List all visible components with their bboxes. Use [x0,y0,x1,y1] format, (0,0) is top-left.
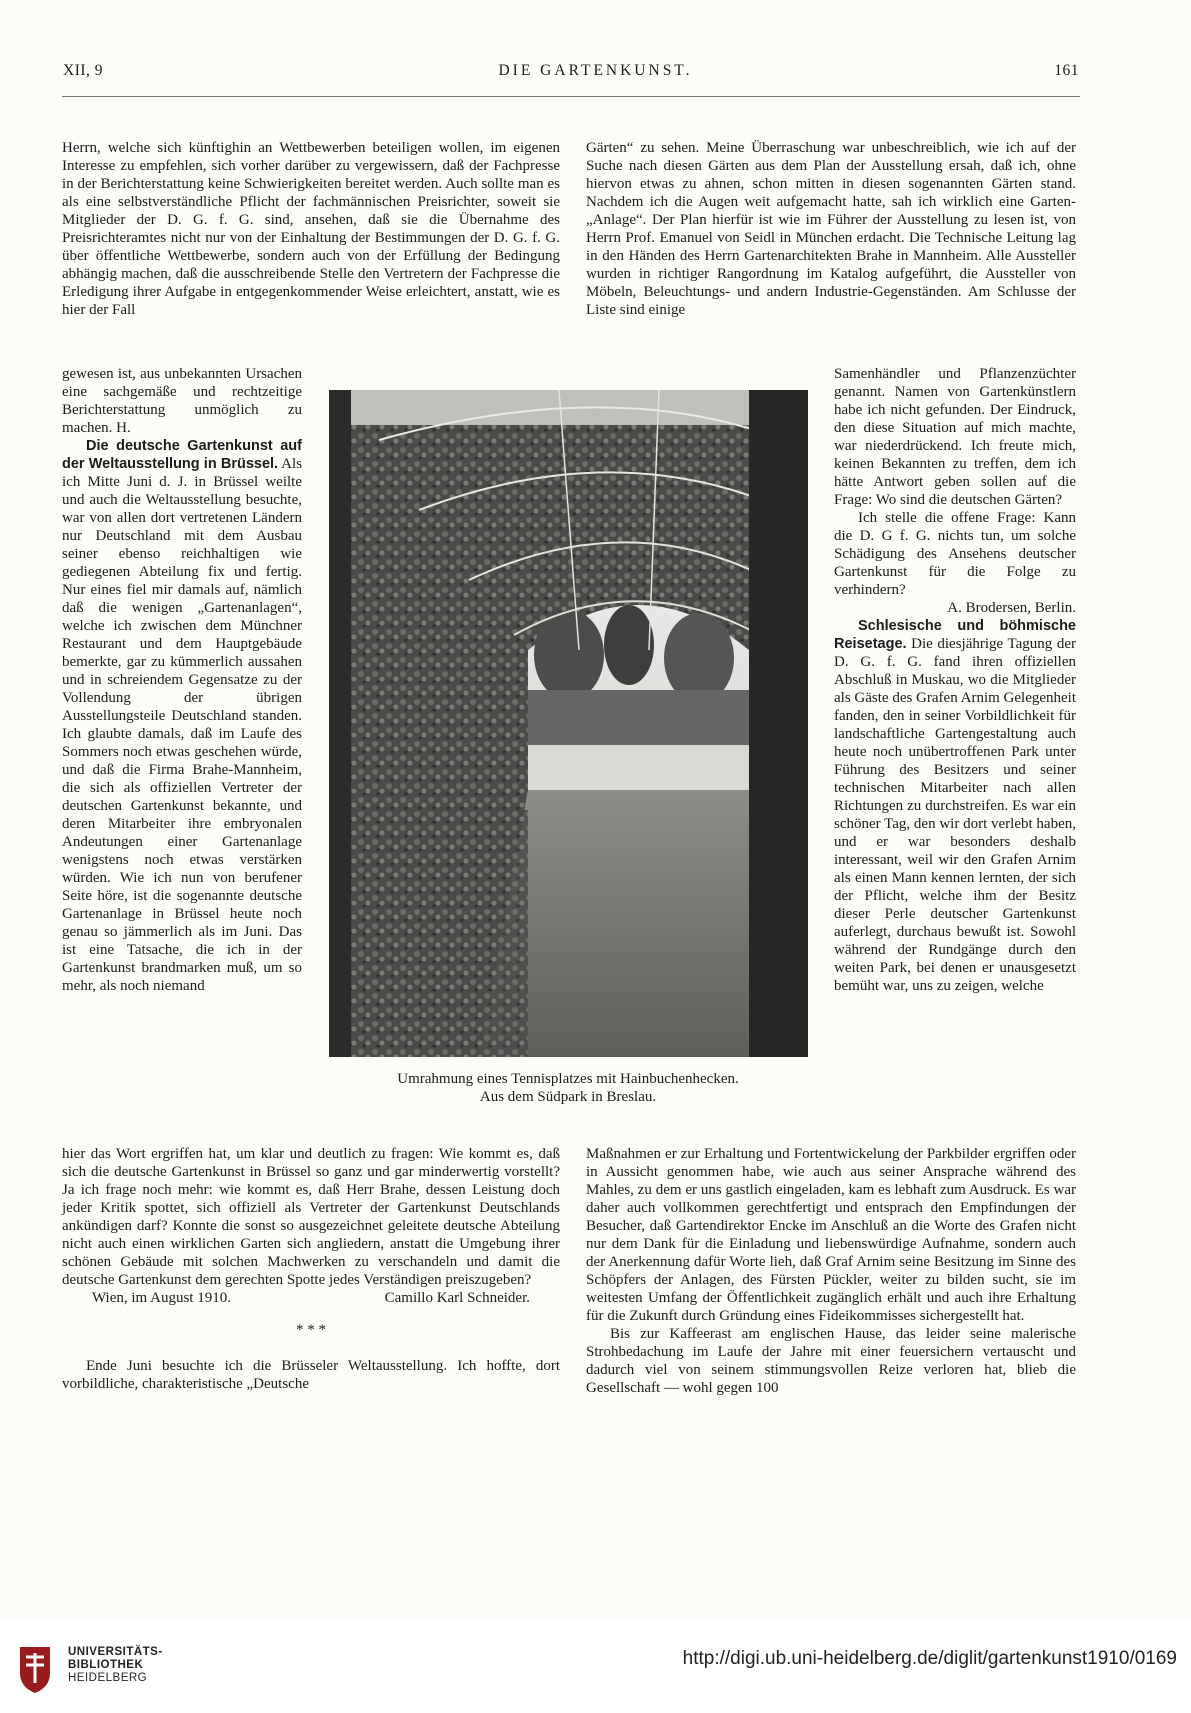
article-heading-paragraph: Die deutsche Gartenkunst auf der Weltausstellung in Brüssel. Als ich Mitte Juni d. J. in Brüssel weilte und auch die Weltausstellung besuchte, war von allen dort vertretenen Ländern nur Deutschland mit dem Ausbau seiner ebenso reichhaltigen wie gediegenen Abteilung fix und fertig. Nur eines fiel mir damals auf, nämlich daß die wenigen „Gartenanlagen“, welche ich zwischen dem Münchner Restaurant und dem Hauptgebäude bemerkte, gar zu kümmerlich aussahen und in schreiendem Gegensatze zu der Vollendung der übrigen Ausstellungsteile Deutschland standen. Ich glaubte damals, daß im Laufe des Sommers noch etwas geschehen würde, und daß die Firma Brahe-Mannheim, die sich als offiziellen Vertreter der deutschen Gartenkunst bekannte, und deren Mitarbeiter ihre embryonalen Andeutungen einer Gartenanlage wenigstens noch etwas verstärken würden. Wie ich nun von berufener Seite höre, ist die sogenannte deutsche Gartenanlage in Brüssel heute noch genau so jämmerlich als im Juni. Das ist eine Tatsache, die ich in der Gartenkunst brandmarken muß, um so mehr, als noch niemand [62,438,302,994]
figure-caption [310,1070,826,1106]
right-column-bottom-text [586,1145,1076,1455]
article-heading-paragraph: Schlesische und böhmische Reisetage. Die diesjährige Tagung der D. G. f. G. fand ihren offiziellen Abschluß in Muskau, wo die Mitglieder als Gäste des Grafen Arnim Gelegenheit fanden, den in seiner Vorbildlichkeit für landschaftliche Gartengestaltung auch heute noch unübertroffenen Park unter Führung des Besitzers und seiner technischen Mitarbeiter nach allen Richtungen zu durchstreifen. Es war ein schöner Tag, den wir dort verlebt haben, und er war besonders deshalb interessant, weil wir den Grafen Arnim als einen Mann kennen lernten, der sich der Pflicht, welche ihm der Besitz dieser Perle deutscher Gartenkunst auferlegt, durchaus bewußt ist. Sowohl während der Rundgänge durch den weiten Park, bei denen er unausgesetzt bemüht war, uns zu zeigen, welche [834,618,1077,994]
signature-line [62,1289,560,1307]
left-column-bottom-text [62,1145,560,1455]
section-separator: * * * [296,1322,326,1338]
left-column-top-text [62,139,560,367]
caption-line: Umrahmung eines Tennisplatzes mit Hainbuchenhecken. [397,1071,739,1087]
paragraph: Samenhändler und Pflanzenzüchter genannt. Namen von Gartenkünstlern habe ich nicht gefunden. Der Eindruck, den diese Situation auf mich machte, war niederdrückend. Ich freute mich, keinen Bekannten zu treffen, dem ich hätte Antwort geben sollen auf die Frage: Wo sind die deutschen Gärten? [834,366,1076,508]
place-date: Wien, im August 1910. [92,1290,231,1306]
header-rule [62,96,1080,97]
caption-line: Aus dem Südpark in Breslau. [479,1089,657,1105]
author-signature: A. Brodersen, Berlin. [947,600,1076,616]
author-name: Camillo Karl Schneider. [384,1290,530,1306]
author-initial: H. [116,420,131,436]
paragraph: hier das Wort ergriffen hat, um klar und deutlich zu fragen: Wie kommt es, daß sich die deutsche Gartenkunst in Brüssel so ganz und gar minderwertig vorstellt? Ja ich frage noch mehr: wie kommt es, daß Herr Brahe, dessen Leistung doch jeder Kritik spottet, sich offiziell als Vertreter der Gartenkunst Deutschlands ankündigen darf? Konnte die sonst so ausgezeichnet geleitete deutsche Abteilung nicht auch einen wirklichen Garten sich angliedern, anstatt die Umgebung ihrer schönen Gebäude mit solchen Machwerken zu verschandeln und damit die deutsche Gartenkunst dem gerechten Spotte jedes Verständigen preiszugeben? [62,1146,560,1288]
article-heading: Schlesische und böhmische Reisetage. [834,618,1076,652]
photo-hedge-arch [329,390,808,1057]
right-column-top-text [586,139,1076,367]
paragraph: Gärten“ zu sehen. Meine Überraschung war unbeschreiblich, wie ich auf der Suche nach diesen Gärten aus dem Plan der Ausstellung ersah, daß ich, ohne hiervon etwas zu ahnen, schon mitten in diesen sogenannten Gärten stand. Nachdem ich die Augen weit aufgemacht hatte, sah ich wirklich eine Garten-„Anlage“. Der Plan hierfür ist wie im Führer der Ausstellung zu lesen ist, von Herrn Prof. Emanuel von Seidl in München erdacht. Die Technische Leitung lag in den Händen des Herrn Gartenarchitekten Brahe in Mannheim. Alle Aussteller wurden in richtiger Rangordnung im Katalog aufgeführt, die Aussteller von Möbeln, Beleuchtungs- und andern Industrie-Gegenständen. Am Schlusse der Liste sind einige [586,140,1076,318]
paragraph: Ende Juni besuchte ich die Brüsseler Weltausstellung. Ich hoffte, dort vorbildliche, charakteristische „Deutsche [62,1358,560,1392]
article-heading: Die deutsche Gartenkunst auf der Weltausstellung in Brüssel. [62,438,302,472]
paragraph: Maßnahmen er zur Erhaltung und Fortentwickelung der Parkbilder ergriffen oder in Aussicht genommen habe, wie auch aus seiner Ansprache während des Mahles, zu dem er uns gastlich eingeladen, kam es lebhaft zum Ausdruck. Es war daher auch vollkommen gerechtfertigt und entsprach den Empfindungen der Besucher, daß Gartendirektor Encke im Anschluß an die Worte des Grafen nicht nur dem Dank für die Einladung und liebenswürdige Aufnahme, sondern auch der Anerkennung dafür Worte lieh, daß Graf Arnim seine Besitzung im Sinne des Schöpfers der Anlagen, des Fürsten Pückler, weiter zu bilden sucht, sie im weitesten Umfang der Öffentlichkeit zugänglich erhält und auch ihre Erhaltung für die Zukunft durch Gründung eines Fideikommisses sichergestellt hat. [586,1146,1076,1324]
paragraph: Bis zur Kaffeerast am englischen Hause, das leider seine malerische Strohbedachung im Laufe der Jahre mit einer feuersichern vertauscht und dadurch viel von seinem stimmungsvollen Reize verloren hat, blieb die Gesellschaft — wohl gegen 100 [586,1326,1076,1396]
paragraph: gewesen ist, aus unbekannten Ursachen eine sachgemäße und rechtzeitige Berichterstattung unmöglich zu machen. H. [62,366,302,436]
page-number: 161 [1054,62,1079,79]
journal-title: DIE GARTENKUNST. [498,62,693,79]
paragraph: Ich stelle die offene Frage: Kann die D. G f. G. nichts tun, um solche Schädigung des Ansehens deutscher Gartenkunst für die Folge zu verhindern? [834,510,1076,598]
university-seal-icon [14,1643,58,1695]
source-url[interactable]: http://digi.ub.uni-heidelberg.de/diglit/gartenkunst1910/0169 [682,1648,1177,1669]
library-name: UNIVERSITÄTS- BIBLIOTHEK HEIDELBERG [68,1646,163,1684]
paragraph: Herrn, welche sich künftighin an Wettbewerben beteiligen wollen, im eigenen Interesse zu empfehlen, sich vorher darüber zu vergewissern, daß der Fachpresse in der Berichterstattung keine Schwierigkeiten bereitet werden. Auch sollte man es als eine selbstverständliche Pflicht der fachmännischen Preisrichter, soweit sie Mitglieder der D. G. f. G. sind, ansehen, daß sie die Übernahme des Preisrichteramtes nicht nur von der Einhaltung der Bestimmungen der D. G. f. G. über öffentliche Wettbewerbe, sondern auch von der Erfüllung der Bedingung abhängig machen, daß die ausschreibende Stelle den Vertretern der Fachpresse die Erledigung ihrer Aufgabe in entgegenkommender Weise erleichtert, anstatt, wie es hier der Fall [62,140,560,318]
volume-issue: XII, 9 [63,62,104,79]
